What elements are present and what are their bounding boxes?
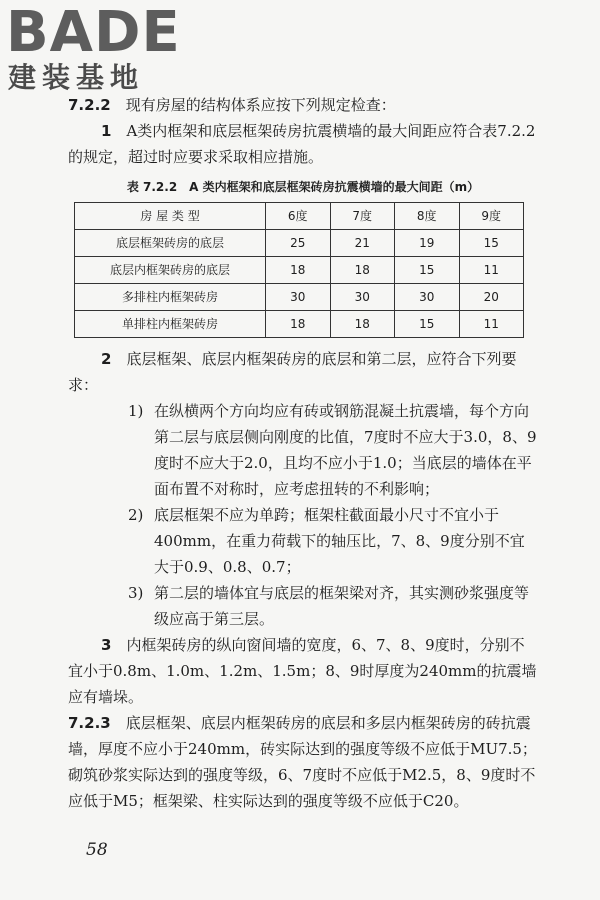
table-cell: 15 [395, 311, 460, 338]
table-cell: 18 [330, 311, 395, 338]
table-cell: 单排柱内框架砖房 [75, 311, 266, 338]
table-row [75, 257, 524, 284]
table-cell: 20 [459, 284, 524, 311]
table-header-cell: 7度 [330, 203, 395, 230]
page-number: 58 [86, 840, 108, 860]
sub-item-text: 在纵横两个方向均应有砖或钢筋混凝土抗震墙，每个方向第二层与底层侧向刚度的比值，7度时不应大于3.0，8、9度时不应大于2.0，且均不应小于1.0；当底层的墙体在平面布置不对称时，应考虑扭转的不利影响； [154, 402, 537, 498]
table-caption: 表 7.2.2 A 类内框架和底层框架砖房抗震横墙的最大间距（m） [126, 180, 480, 194]
table-row [75, 311, 524, 338]
table-cell: 15 [459, 230, 524, 257]
table-cell: 19 [395, 230, 460, 257]
logo-subtitle: 建装基地 [8, 61, 145, 94]
table-row [75, 230, 524, 257]
table-cell: 18 [266, 311, 331, 338]
table-cell: 底层内框架砖房的底层 [75, 257, 266, 284]
clause-1 [68, 118, 538, 170]
table-cell: 底层框架砖房的底层 [75, 230, 266, 257]
table-cell: 30 [266, 284, 331, 311]
sub-item-text: 第二层的墙体宜与底层的框架梁对齐，其实测砂浆强度等级应高于第三层。 [154, 584, 530, 628]
table-cell: 30 [330, 284, 395, 311]
sub-item-list [68, 398, 538, 632]
sub-item-number: 1) [128, 402, 144, 420]
logo-wordmark: BADE [6, 0, 181, 65]
clause-number: 2 [101, 350, 112, 368]
table-header-cell: 房 屋 类 型 [75, 203, 266, 230]
table-row [75, 284, 524, 311]
table-cell: 15 [395, 257, 460, 284]
section-number: 7.2.2 [68, 96, 111, 114]
section-heading-text: 现有房屋的结构体系应按下列规定检查： [125, 96, 396, 114]
table-cell: 18 [330, 257, 395, 284]
table-cell: 18 [266, 257, 331, 284]
section-7-2-3 [68, 710, 538, 814]
clause-text: A类内框架和底层框架砖房抗震横墙的最大间距应符合表7.2.2的规定，超过时应要求采取相应措施。 [68, 122, 536, 166]
table-cell: 25 [266, 230, 331, 257]
table-header-row [75, 203, 524, 230]
clause-text: 内框架砖房的纵向窗间墙的宽度，6、7、8、9度时，分别不宜小于0.8m、1.0m、1.2m、1.5m；8、9时厚度为240mm的抗震墙应有墙垛。 [68, 636, 537, 706]
table-header-cell: 9度 [459, 203, 524, 230]
clause-2 [68, 346, 538, 398]
clause-number: 1 [101, 122, 112, 140]
list-item [128, 580, 538, 632]
table-cell: 11 [459, 311, 524, 338]
list-item [128, 502, 538, 580]
section-7-2-2-heading [68, 92, 538, 118]
table-cell: 30 [395, 284, 460, 311]
sub-item-text: 底层框架不应为单跨；框架柱截面最小尺寸不宜小于400mm，在重力荷载下的轴压比，7、8、9度分别不宜大于0.9、0.8、0.7； [154, 506, 525, 576]
clause-number: 3 [101, 636, 112, 654]
list-item [128, 398, 538, 502]
section-text: 底层框架、底层内框架砖房的底层和多层内框架砖房的砖抗震墙，厚度不应小于240mm，砖实际达到的强度等级不应低于MU7.5；砌筑砂浆实际达到的强度等级，6、7度时不应低于M2.5，8、9度时不应低于M5；框架梁、柱实际达到的强度等级不应低于C20。 [68, 714, 537, 810]
table-header-cell: 6度 [266, 203, 331, 230]
spacing-table [74, 202, 524, 338]
table-cell: 11 [459, 257, 524, 284]
page-content [68, 92, 538, 814]
sub-item-number: 3) [128, 584, 144, 602]
sub-item-number: 2) [128, 506, 144, 524]
publisher-logo [6, 0, 181, 94]
clause-3 [68, 632, 538, 710]
table-cell: 21 [330, 230, 395, 257]
clause-text: 底层框架、底层内框架砖房的底层和第二层，应符合下列要求： [68, 350, 517, 394]
table-cell: 多排柱内框架砖房 [75, 284, 266, 311]
table-header-cell: 8度 [395, 203, 460, 230]
section-number: 7.2.3 [68, 714, 111, 732]
